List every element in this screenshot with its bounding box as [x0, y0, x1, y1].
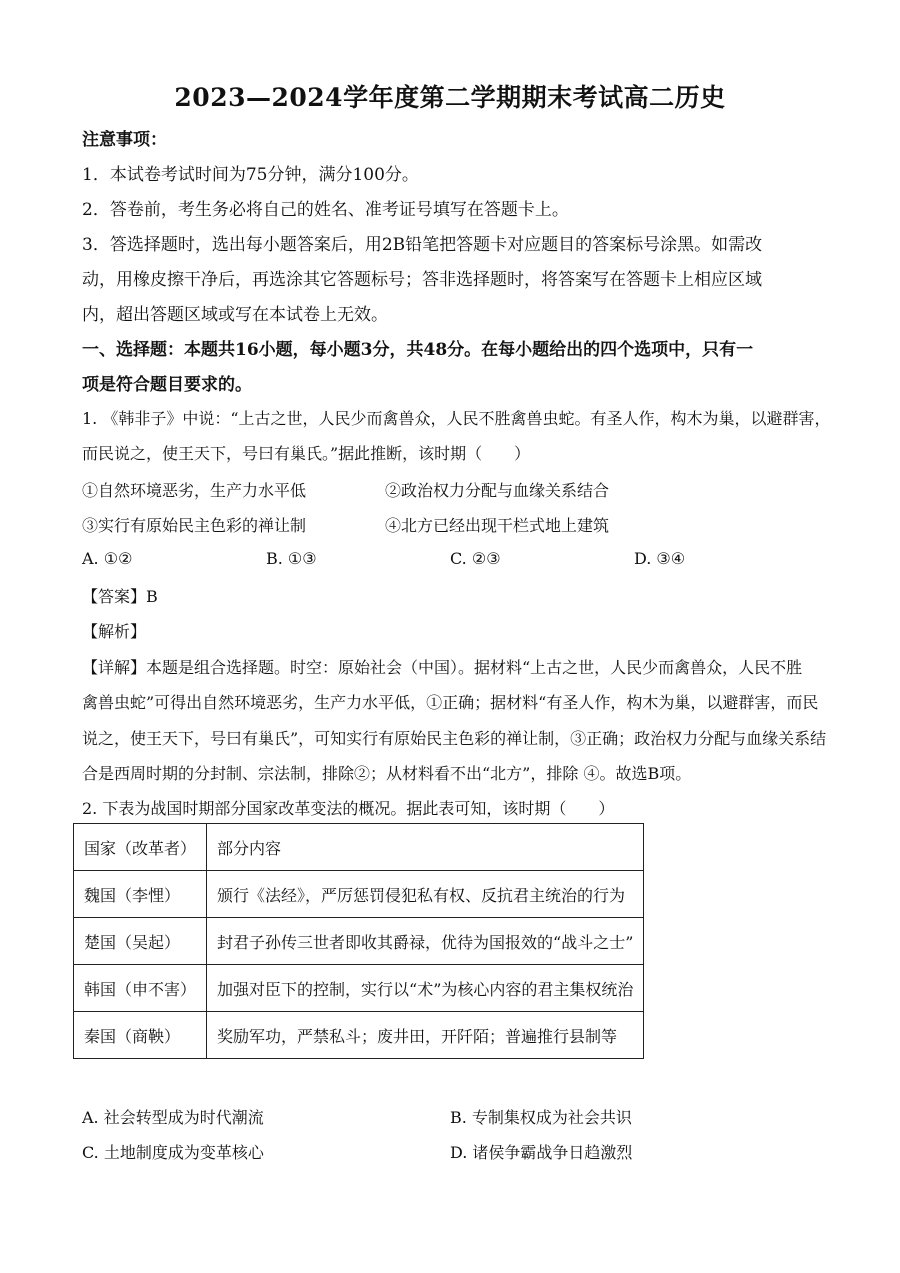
q1-analysis-label: 【解析】: [82, 622, 147, 641]
notice-item-3-cont: 动，用橡皮擦干净后，再选涂其它答题标号；答非选择题时，将答案写在答题卡上相应区域: [82, 270, 762, 290]
notice-heading: 注意事项：: [82, 130, 167, 150]
q2-option-a: A. 社会转型成为时代潮流: [82, 1108, 264, 1127]
q1-option-b: B. ①③: [266, 549, 317, 568]
q1-statement-3: ③实行有原始民主色彩的禅让制: [82, 516, 307, 535]
q1-stem: 1. 《韩非子》中说：“上古之世，人民少而禽兽众，人民不胜禽兽虫蛇。有圣人作，构木为巢，以避群害，: [82, 409, 831, 428]
q1-detail-line-2: 禽兽虫蛇”可得出自然环境恶劣，生产力水平低，①正确；据材料“有圣人作，构木为巢，以避群害，而民: [82, 693, 819, 712]
q1-stem-cont: 而民说之，使王天下，号曰有巢氏。”据此推断，该时期（ ）: [82, 444, 531, 463]
table-cell-country: 楚国（吴起）: [74, 918, 207, 965]
table-row: [74, 965, 644, 1012]
table-cell-country: 秦国（商鞅）: [74, 1012, 207, 1059]
page-title: 2023—2024学年度第二学期期末考试高二历史: [174, 83, 726, 112]
table-row: [74, 871, 644, 918]
q2-option-c: C. 土地制度成为变革核心: [82, 1143, 264, 1162]
q1-detail-line-1: 【详解】本题是组合选择题。时空：原始社会（中国）。据材料“上古之世，人民少而禽兽众，人民不胜: [82, 658, 803, 677]
notice-item-3: 3．答选择题时，选出每小题答案后，用2B铅笔把答题卡对应题目的答案标号涂黑。如需改: [82, 235, 763, 255]
table-header-row: [74, 824, 644, 871]
notice-item-2: 2．答卷前，考生务必将自己的姓名、准考证号填写在答题卡上。: [82, 200, 569, 220]
q1-option-a: A. ①②: [82, 549, 133, 568]
section-heading: 一、选择题：本题共16小题，每小题3分，共48分。在每小题给出的四个选项中，只有一: [82, 340, 754, 360]
reform-table: [73, 823, 644, 1059]
notice-item-3-end: 内，超出答题区域或写在本试卷上无效。: [82, 305, 388, 325]
q2-option-d: D. 诸侯争霸战争日趋激烈: [450, 1143, 633, 1162]
q1-answer: 【答案】B: [82, 587, 158, 606]
table-cell-content: 封君子孙传三世者即收其爵禄，优待为国报效的“战斗之士”: [207, 918, 644, 965]
q1-detail-line-4: 合是西周时期的分封制、宗法制，排除②；从材料看不出“北方”，排除 ④。故选B项。: [82, 764, 692, 783]
table-cell-content: 加强对臣下的控制，实行以“术”为核心内容的君主集权统治: [207, 965, 644, 1012]
q1-detail-line-3: 说之，使王天下，号曰有巢氏”，可知实行有原始民主色彩的禅让制，③正确；政治权力分配与血缘关系结: [82, 729, 827, 748]
q1-statement-2: ②政治权力分配与血缘关系结合: [385, 481, 610, 500]
q1-statement-4: ④北方已经出现干栏式地上建筑: [385, 516, 610, 535]
q1-statement-1: ①自然环境恶劣，生产力水平低: [82, 481, 307, 500]
q1-option-d: D. ③④: [634, 549, 686, 568]
notice-item-1: 1．本试卷考试时间为75分钟，满分100分。: [82, 165, 419, 185]
table-header-content: 部分内容: [207, 824, 644, 871]
section-heading-cont: 项是符合题目要求的。: [82, 375, 252, 395]
table-cell-country: 韩国（申不害）: [74, 965, 207, 1012]
table-row: [74, 918, 644, 965]
table-cell-content: 奖励军功，严禁私斗；废井田，开阡陌；普遍推行县制等: [207, 1012, 644, 1059]
q2-stem: 2. 下表为战国时期部分国家改革变法的概况。据此表可知，该时期（ ）: [82, 799, 615, 818]
q1-option-c: C. ②③: [450, 549, 501, 568]
table-row: [74, 1012, 644, 1059]
q2-option-b: B. 专制集权成为社会共识: [450, 1108, 632, 1127]
table-cell-content: 颁行《法经》，严厉惩罚侵犯私有权、反抗君主统治的行为: [207, 871, 644, 918]
table-cell-country: 魏国（李悝）: [74, 871, 207, 918]
table-header-country: 国家（改革者）: [74, 824, 207, 871]
